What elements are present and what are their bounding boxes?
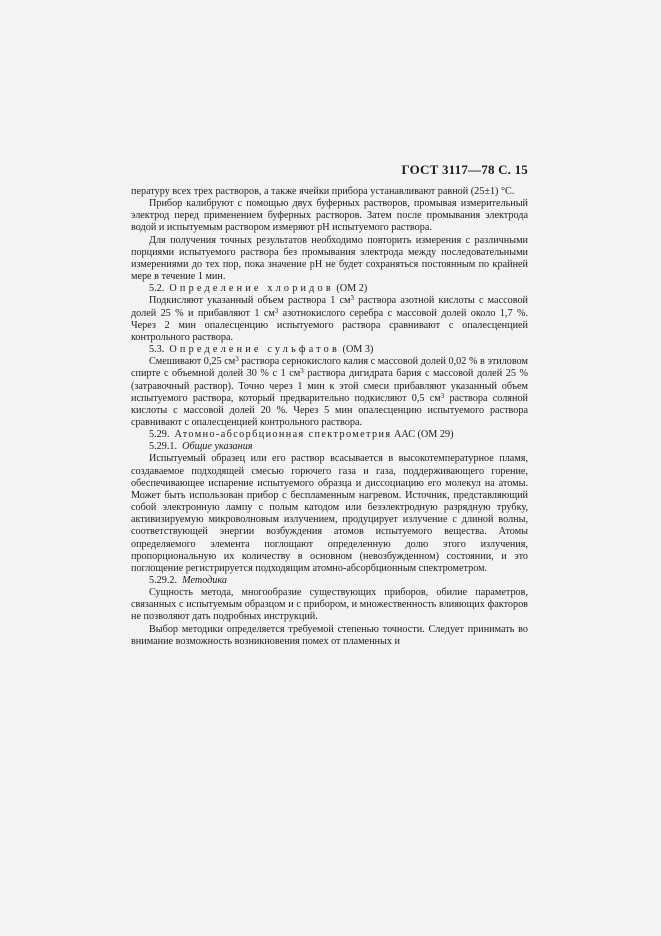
- section-suffix: ААС (ОМ 29): [393, 429, 454, 441]
- paragraph-text: Для получения точных результатов необходимо повторить измерения с различными порциями испытуемого раствора без промывания электрода между последовательными измерениями до тех пор, пока значение рН не будет сохраняться постоянным по крайней мере в течение 1 мин.: [131, 234, 528, 283]
- page-header: ГОСТ 3117—78 С. 15: [401, 162, 528, 177]
- paragraph-text: Смешивают 0,25 см: [149, 356, 236, 368]
- superscript: 3: [350, 294, 354, 303]
- paragraph: [131, 295, 528, 344]
- paragraph: [131, 186, 528, 198]
- paragraph-text: раствора азотной кислоты с массовой долей 25 % и прибавляют 1 см: [131, 295, 528, 319]
- section-title: Определение сульфатов: [169, 344, 340, 356]
- paragraph-text: Подкисляют указанный объем раствора 1 см: [149, 295, 351, 307]
- section-title: Общие указания: [182, 441, 253, 453]
- section-suffix: (ОМ 2): [336, 283, 368, 295]
- superscript: 3: [440, 391, 445, 400]
- paragraph: [131, 624, 528, 648]
- section-heading: [131, 441, 528, 453]
- section-number: 5.2.: [149, 283, 165, 295]
- superscript: 3: [300, 367, 304, 376]
- paragraph-text: раствора сернокислого калия с массовой долей 0,02 % в этиловом спирте с объемной долей 30 % с 1 см: [131, 356, 528, 380]
- section-heading: [131, 283, 528, 295]
- document-body: [131, 186, 528, 648]
- paragraph-text: раствора дигидрата бария с массовой долей 25 % (затравочный раствор). Точно через 1 мин к этой смеси прибавляют указанный объем испытуемого раствора, который предварительно подкисляют 0,5 см: [131, 368, 528, 404]
- paragraph: [131, 356, 528, 429]
- paragraph: [131, 235, 528, 284]
- section-heading: [131, 344, 528, 356]
- paragraph-text: Испытуемый образец или его раствор всасывается в высокотемпературное пламя, создаваемое подходящей смесью горючего газа и газа, поддерживающего горение, обеспечивающее испарение испытуемого образца и диссоциацию его молекул на атомы. Может быть использован прибор с беспламенным нагревом. Источник, представляющий собой электронную лампу с полым катодом или безэлектродную разрядную трубку, активизируемую микроволновым излучением, продуцирует излучение с длиной волны, соответствующей энергии возбуждения атомов испытуемого вещества. Атомы определяемого элемента поглощают определенную долю этого излучения, пропорциональную их количеству в основном (невозбужденном) состоянии, и это поглощение регистрируется подходящим атомно-абсорбционным спектрометром.: [131, 453, 528, 574]
- section-heading: [131, 429, 528, 441]
- section-title: Атомно-абсорбционная спектрометрия: [174, 429, 392, 441]
- section-heading: [131, 575, 528, 587]
- section-suffix: (ОМ 3): [342, 344, 374, 356]
- section-number: 5.29.: [149, 429, 170, 441]
- paragraph-text: Сущность метода, многообразие существующих приборов, обилие параметров, связанных с испытуемым образцом и с прибором, и множественность влияющих факторов не позволяют дать подробных инструкций.: [131, 587, 528, 623]
- superscript: 3: [274, 306, 279, 315]
- paragraph-text: Прибор калибруют с помощью двух буферных растворов, промывая измерительный электрод перед применением буферных растворов. Затем после промывания электрода водой и испытуемым раствором измеряют рН испытуемого раствора.: [131, 198, 528, 234]
- paragraph-text: раствора соляной кислоты с массовой долей 20 %. Через 5 мин опалесценцию испытуемого раствора сравнивают с опалесценцией контрольного раствора.: [131, 392, 528, 428]
- section-number: 5.29.1.: [149, 441, 178, 453]
- paragraph: [131, 587, 528, 623]
- superscript: 3: [235, 355, 239, 364]
- paragraph-text: Выбор методики определяется требуемой степенью точности. Следует принимать во внимание возможность возникновения помех от пламенных и: [131, 623, 528, 647]
- paragraph: [131, 453, 528, 575]
- paragraph-text: пературу всех трех растворов, а также ячейки прибора устанавливают равной (25±1) °С.: [131, 186, 515, 197]
- section-title: Методика: [182, 575, 228, 586]
- paragraph: [131, 198, 528, 234]
- section-number: 5.3.: [149, 344, 165, 356]
- section-title: Определение хлоридов: [169, 283, 334, 295]
- paragraph-text: азотнокислого серебра с массовой долей около 1,7 %. Через 2 мин опалесценцию испытуемого раствора сравнивают с опалесценцией контрольного раствора.: [131, 307, 528, 343]
- section-number: 5.29.2.: [149, 575, 178, 586]
